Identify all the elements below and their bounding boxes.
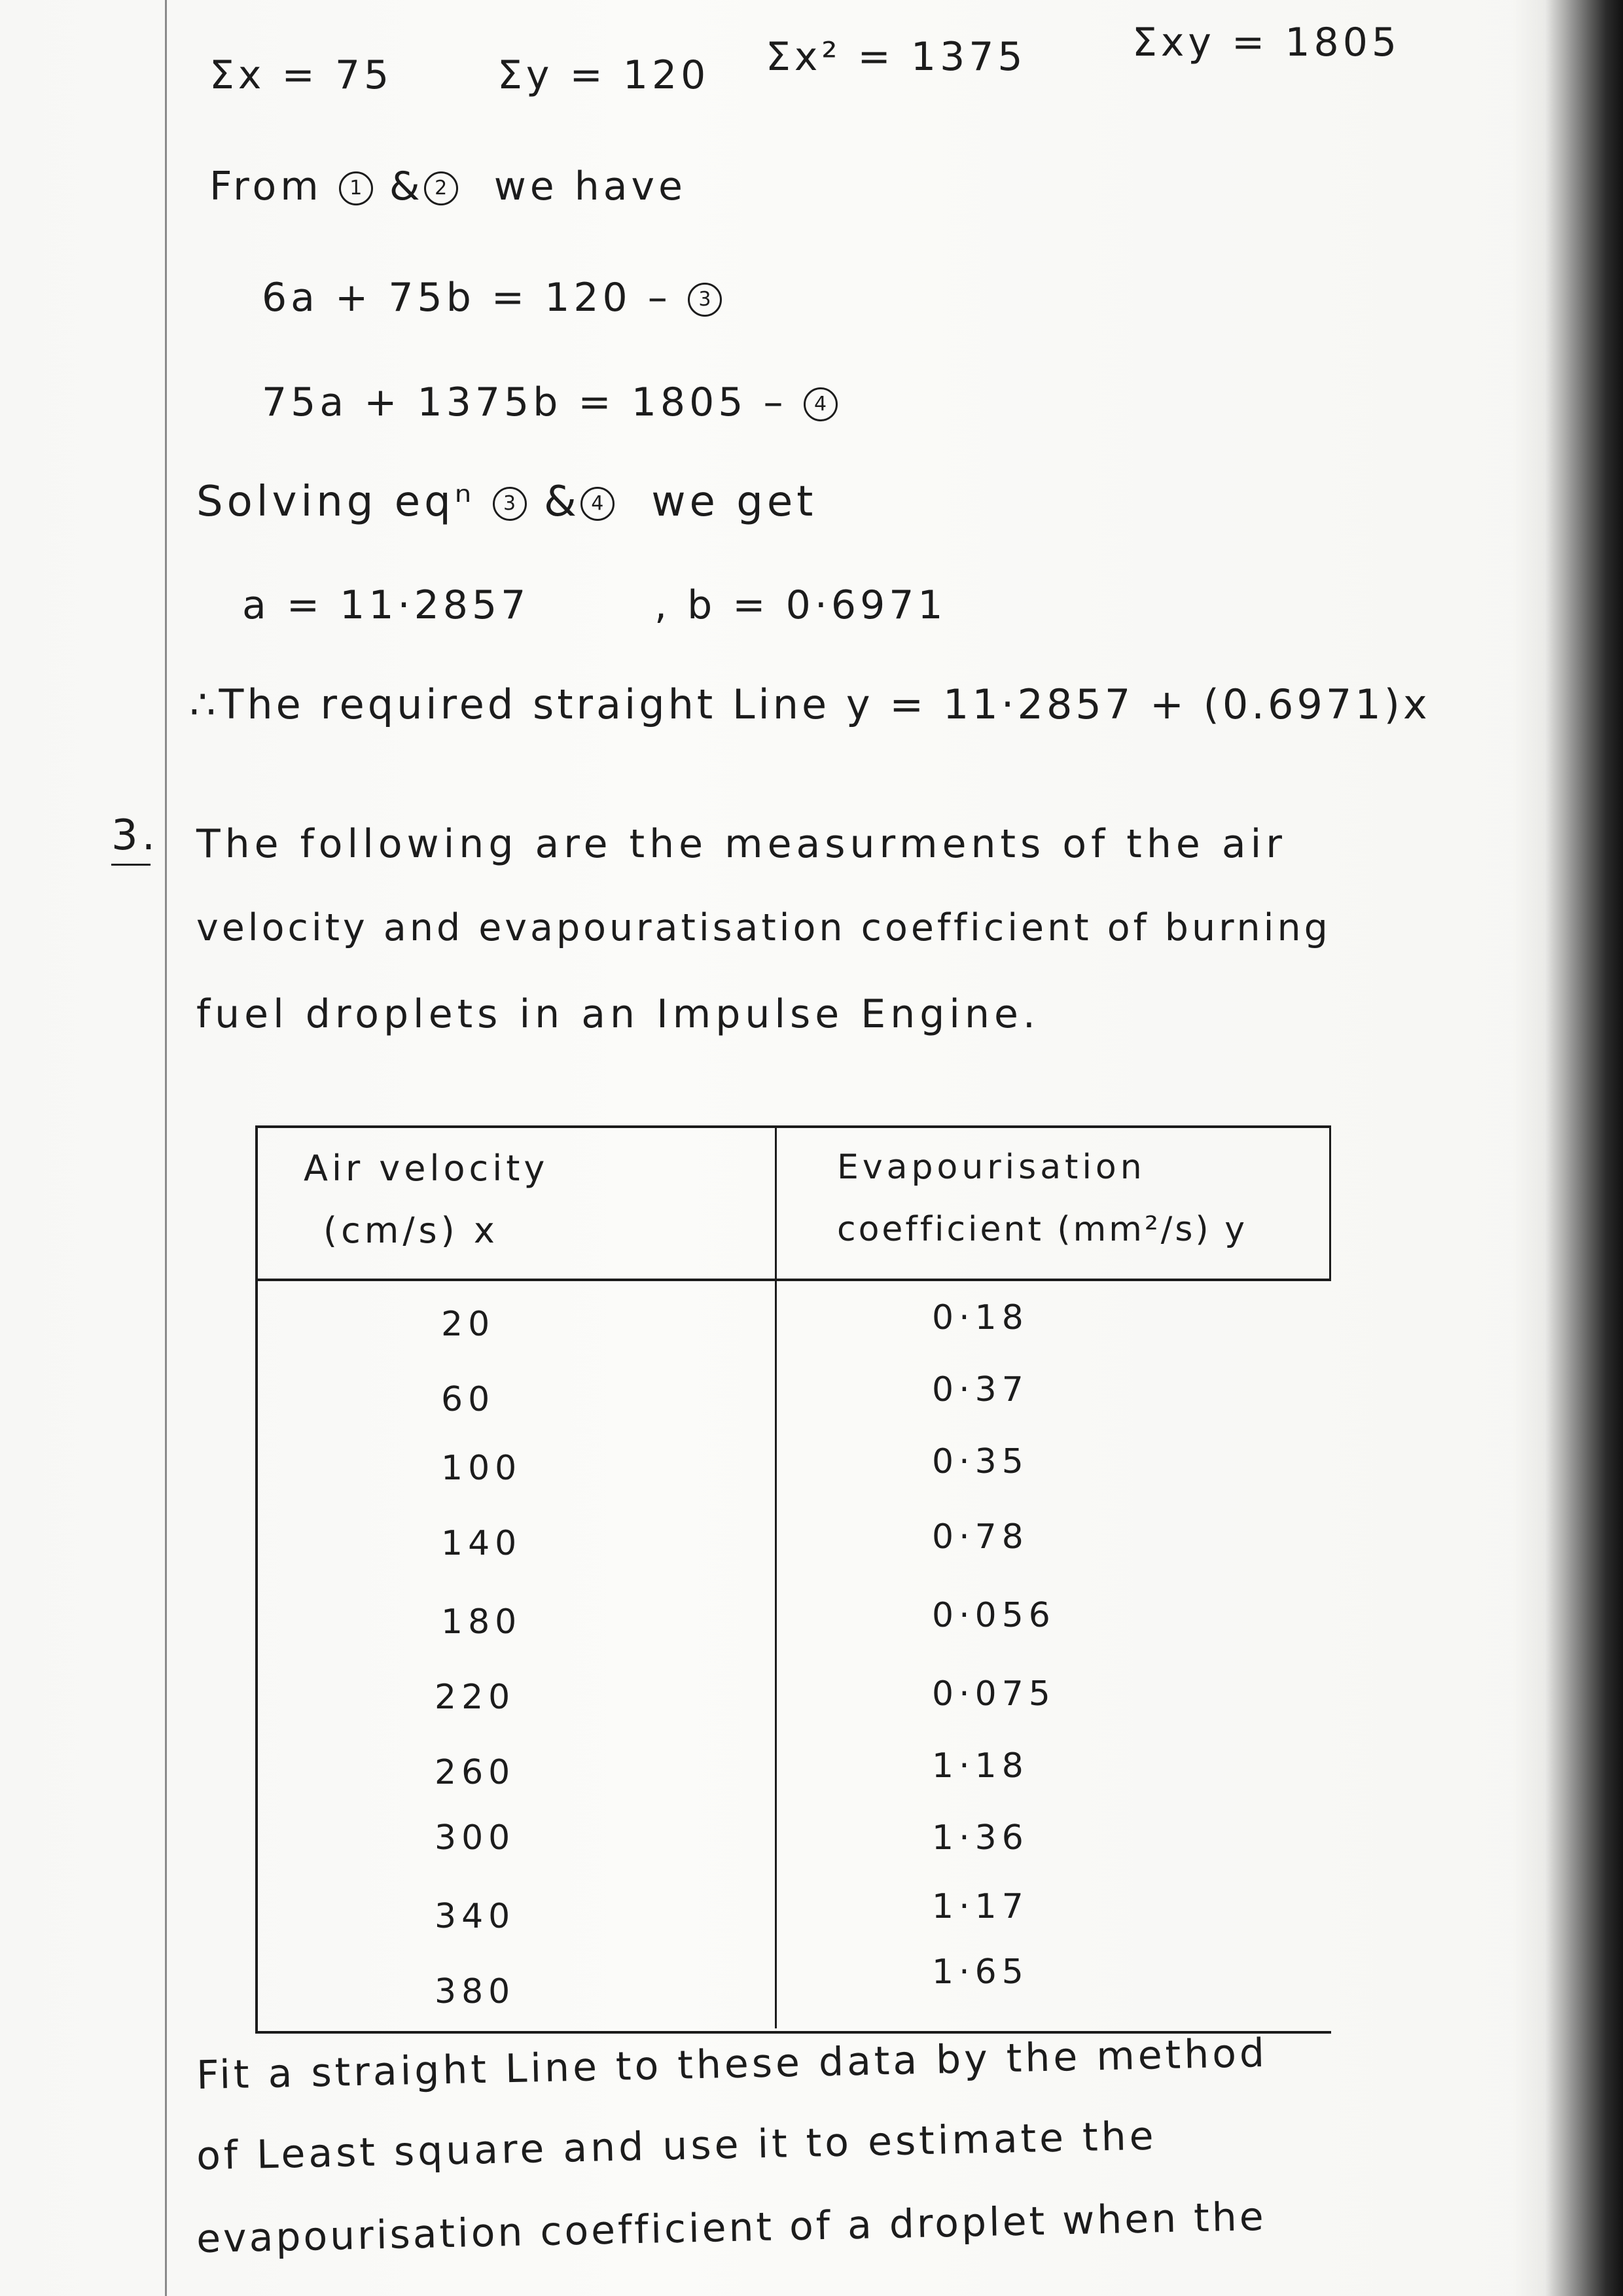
table-y-value: 0·056 [932,1596,1056,1635]
circled-4-solving: 4 [580,487,615,521]
circled-1: 1 [339,171,373,205]
circled-2: 2 [424,171,458,205]
circled-4: 4 [804,387,838,421]
table-x-value: 380 [435,1972,516,2011]
table-y-value: 1·36 [932,1818,1029,1858]
table-y-value: 0·35 [932,1442,1029,1481]
problem-number: 3. [111,811,160,860]
equation-4 [262,380,838,425]
table-y-value: 1·17 [932,1887,1029,1926]
header-x-line-1: Air velocity [304,1148,549,1189]
header-y-line-1: Evapourisation [837,1148,1146,1187]
data-table [255,1125,1331,2034]
equation-3-text: 6a + 75b = 120 – [262,275,671,321]
table-y-value: 0·78 [932,1517,1029,1557]
from-line [209,164,687,209]
table-column-divider [775,1128,777,2028]
problem-line-1: The following are the measurments of the air [196,821,1287,867]
problem-line-2: velocity and evapouratisation coefficient of burning [196,906,1331,949]
table-x-value: 100 [441,1449,522,1488]
sum-xy: Σxy = 1805 [1132,20,1401,65]
solving-prefix: Solving eqⁿ [196,478,476,526]
task-line-2: of Least square and use it to estimate the [196,2113,1158,2180]
table-x-value: 300 [435,1818,516,1858]
table-x-value: 220 [435,1678,516,1717]
table-x-value: 140 [441,1524,522,1563]
task-line-3: evapourisation coefficient of a droplet when the [196,2193,1267,2263]
header-x-line-2: (cm/s) x [323,1210,499,1251]
equation-4-text: 75a + 1375b = 1805 – [262,380,787,425]
solving-mid: & [543,478,580,526]
table-y-value: 0·37 [932,1370,1029,1409]
page-edge-shadow [1512,0,1623,2296]
table-x-value: 340 [435,1897,516,1936]
from-suffix: we have [493,164,687,209]
table-y-value: 1·18 [932,1746,1029,1786]
table-header-divider [258,1279,1331,1281]
table-y-value: 1·65 [932,1952,1029,1992]
table-x-value: 260 [435,1753,516,1792]
from-mid: & [389,164,424,209]
margin-line [165,0,167,2296]
sum-y: Σy = 120 [497,52,710,98]
circled-3: 3 [688,283,722,317]
table-x-value: 180 [441,1602,522,1642]
header-y-line-2: coefficient (mm²/s) y [837,1210,1248,1249]
task-line-1: Fit a straight Line to these data by the method [196,2030,1268,2099]
circled-3-solving: 3 [493,487,527,521]
sum-x-squared: Σx² = 1375 [766,34,1027,80]
problem-number-underline [111,864,151,866]
solving-suffix: we get [651,478,817,526]
table-x-value: 60 [441,1380,495,1419]
sum-x: Σx = 75 [209,52,393,98]
equation-3 [262,275,722,321]
solving-line [196,478,817,526]
conclusion-line: ∴The required straight Line y = 11·2857 + (0.6971)x [190,680,1431,728]
result-b: , b = 0·6971 [654,582,947,628]
table-y-value: 0·18 [932,1298,1029,1337]
table-header-right-border [1329,1128,1331,1279]
result-a: a = 11·2857 [242,582,530,628]
from-prefix: From [209,164,323,209]
table-x-value: 20 [441,1305,495,1344]
table-y-value: 0·075 [932,1674,1056,1714]
problem-line-3: fuel droplets in an Impulse Engine. [196,991,1040,1037]
